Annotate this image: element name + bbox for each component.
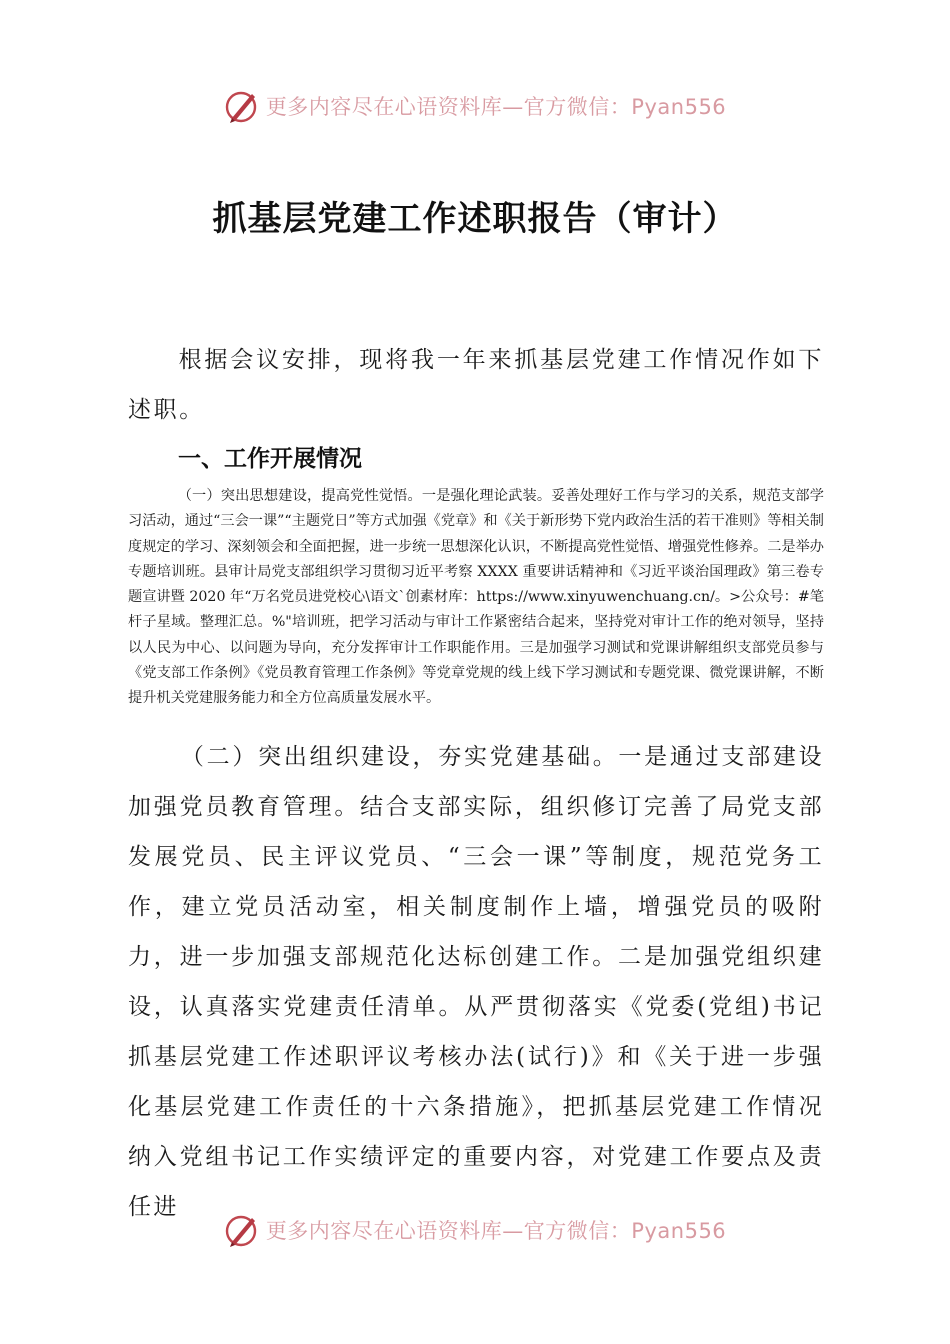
- section-heading: 一、工作开展情况: [178, 446, 362, 472]
- pen-logo-icon: [224, 1212, 260, 1248]
- watermark-footer: [0, 1208, 950, 1252]
- pen-logo-icon: [224, 88, 260, 124]
- intro-paragraph: 根据会议安排，现将我一年来抓基层党建工作情况作如下述职。: [128, 347, 824, 423]
- body-paragraph-2: （二）突出组织建设，夯实党建基础。一是通过支部建设加强党员教育管理。结合支部实际，组织修订完善了局党支部发展党员、民主评议党员、“三会一课”等制度，规范党务工作，建立党员活动室，相关制度制作上墙，增强党员的吸附力，进一步加强支部规范化达标创建工作。二是加强党组织建设，认真落实党建责任清单。从严贯彻落实《党委(党组)书记抓基层党建工作述职评议考核办法(试行)》和《关于进一步强化基层党建工作责任的十六条措施》，把抓基层党建工作情况纳入党组书记工作实绩评定的重要内容，对党建工作要点及责任进: [128, 744, 824, 1220]
- body-paragraph-1: （一）突出思想建设，提高党性觉悟。一是强化理论武装。妥善处理好工作与学习的关系，规范支部学习活动，通过“三会一课”“主题党日”等方式加强《党章》和《关于新形势下党内政治生活的若干准则》等相关制度规定的学习、深刻领会和全面把握，进一步统一思想深化认识，不断提高党性觉悟、增强党性修养。二是举办专题培训班。县审计局党支部组织学习贯彻习近平考察 XXXX 重要讲话精神和《习近平谈治国理政》第三卷专题宣讲暨 2020 年“万名党员进党校心\语文`创素材库：https://www.xinyuwenchuang.cn/。>公众号：#笔杆子星域。整理汇总。%"培训班，把学习活动与审计工作紧密结合起来，坚持党对审计工作的绝对领导，坚持以人民为中心、以问题为导向，充分发挥审计工作职能作用。三是加强学习测试和党课讲解组织支部党员参与《党支部工作条例》《党员教育管理工作条例》等党章党规的线上线下学习测试和专题党课、微党课讲解，不断提升机关党建服务能力和全方位高质量发展水平。: [128, 488, 824, 707]
- watermark-text: 更多内容尽在心语资料库—官方微信：Pyan556: [265, 1219, 727, 1243]
- watermark-text: 更多内容尽在心语资料库—官方微信：Pyan556: [265, 95, 727, 119]
- watermark-header: [0, 84, 950, 128]
- document-title: 抓基层党建工作述职报告（审计）: [212, 198, 738, 239]
